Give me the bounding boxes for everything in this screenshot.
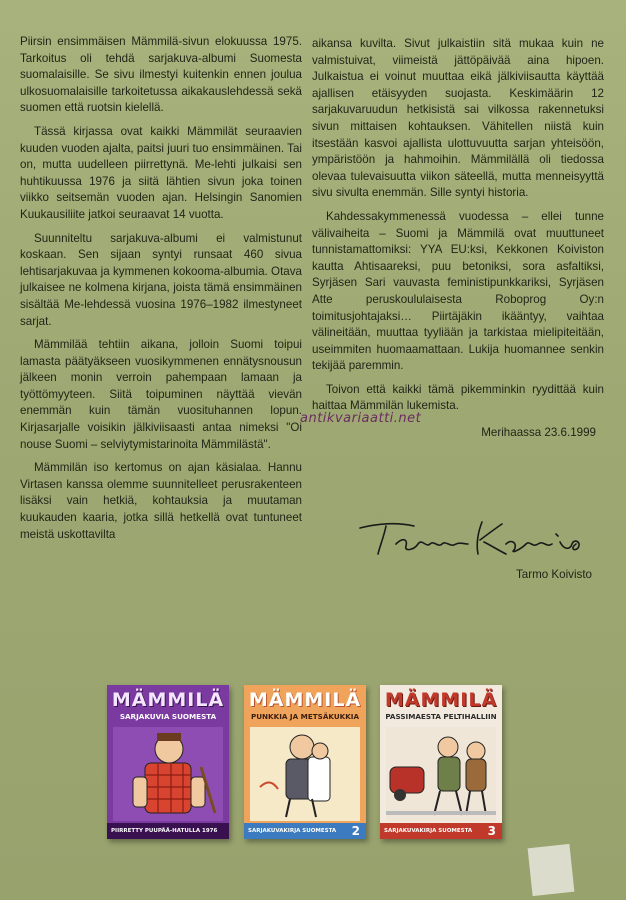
book-cover-1 xyxy=(107,685,229,839)
paragraph: aikansa kuvilta. Sivut julkaistiin sitä mukaa kuin ne valmistuivat, viimeistä jättöpäivää aina hipoen. Julkaistua ei voinut muuttaa eikä jälkiviisautta käyttää ajallisen etäisyyden suojasta. Keskimäärin 12 sarjakuvaruudun hetkisistä sai vilkossa rakennetuksi sivun mittaisen kohtauksen. Vähitellen niistä kuin itsestään kasvoi ajallista ulottuvuutta sarjan yhteisöön, ympäristöön ja hahmoihin. Mämmilällä oli tiedossa olevaa tulevaisuutta viikon säteellä, mutta menneisyyttä sivu sivulta enemmän. Sille syntyi historia. xyxy=(312,37,604,200)
cover-title: MÄMMILÄ xyxy=(111,689,225,711)
volume-number: 3 xyxy=(487,824,496,838)
signer-name: Tarmo Koivisto xyxy=(515,568,592,581)
paragraph: Piirsin ensimmäisen Mämmilä-sivun elokuussa 1975. Tarkoitus oli tehdä sarjakuva-albumi Suomesta suomalaisille. Se sivu ilmestyi kuitenkin ennen joulua ulkosuomalaisille tarkoitetussa aikakauslehdessä sekä suomen että ruotsin kielellä. xyxy=(20,35,302,115)
cover-band: SARJAKUVAKIRJA SUOMESTA xyxy=(244,823,366,839)
cover-subtitle: PASSIMAESTA PELTIHALLIIN xyxy=(385,712,497,721)
book-cover-2 xyxy=(244,685,366,839)
tape-mark xyxy=(528,844,575,896)
cover-band: SARJAKUVAKIRJA SUOMESTA xyxy=(380,823,502,839)
right-text-column xyxy=(312,36,604,442)
paragraph: Toivon että kaikki tämä pikemminkin ryydittää kuin haittaa Mämmilän lukemista. xyxy=(312,382,604,413)
dateline: Merihaassa 23.6.1999 xyxy=(481,426,596,440)
cover-title: MÄMMILÄ xyxy=(248,689,362,711)
cover-title: MÄMMILÄ xyxy=(384,689,498,711)
left-text-column xyxy=(20,34,302,550)
cover-subtitle: PUNKKIA JA METSÄKUKKIA xyxy=(250,712,360,721)
cover-illustration xyxy=(250,727,360,821)
paragraph: Mämmilää tehtiin aikana, jolloin Suomi toipui lamasta päätyäkseen vuosikymmenen ennätysnousun jälkeen monin verroin pahempaan lamaan ja työttömyyteen. Siitä toipuminen näyttää vievän enemmän kuin tämän vuosituhannen lopun. Kirjasarjalle voisikin jälkiviisaasti antaa nimeksi "Oi nouse Suomi – selviytymistarinoita Mämmilästä". xyxy=(20,338,302,451)
volume-number: 2 xyxy=(351,824,360,838)
signature-image xyxy=(356,514,596,562)
paragraph: Kahdessakymmenessä vuodessa – ellei tunne välivaiheita – Suomi ja Mämmilä ovat muuttuneet tunnistamattomiksi: YYA EU:ksi, Kekkonen Koiviston kautta Ahtisaareksi, puu betoniksi, sora asfaltiksi, Syrjäsen Sari vauvasta feministipunkkariksi, Syrjäsen Atte peruskoululaisesta Roboprog Oy:n toimitusjohtajaksi… Piirtäjäkin ikääntyy, vaihtaa välineitään, muuttaa tyyliään ja tarkistaa mielipiteitään, useimmiten huomaamattaan. Lukija huomannee senkin tekijää paremmin. xyxy=(312,209,604,373)
cover-band: PIIRRETTY PUUPÄÄ-HATULLA 1976 xyxy=(107,823,229,839)
book-cover-3 xyxy=(380,685,502,839)
paragraph: Mämmilän iso kertomus on ajan käsialaa. Hannu Virtasen kanssa olemme suunnitelleet perusrakenteen lisäksi vain hetkiä, kohtauksia ja muutaman kuukauden kaaria, jotka sillä hetkellä ovat tuntuneet meistä uskottavilta xyxy=(20,461,302,541)
paragraph: Suunniteltu sarjakuva-albumi ei valmistunut koskaan. Sen sijaan syntyi runsaat 460 sivua lehtisarjakuvaa ja kymmenen kokooma-albumia. Otava julkaisee ne kolmena kirjana, joista tämä ensimmäinen sisältää Me-lehdessä vuosina 1976–1982 ilmestyneet sarjat. xyxy=(20,231,302,328)
watermark: antikvariaatti.net xyxy=(300,411,422,426)
cover-illustration xyxy=(113,727,223,821)
paragraph: Tässä kirjassa ovat kaikki Mämmilät seuraavien kuuden vuoden ajalta, paitsi juuri tuo ensimmäinen. Tai on, mutta uudelleen piirrettynä. Me-lehti julkaisi sen huhtikuussa 1976 ja siitä lähtien sivun joka toinen viikko seitsemän vuoden ajan. Helsingin Sanomien Kuukausiliite jatkoi seuraavat 14 vuotta. xyxy=(20,124,302,221)
cover-subtitle: SARJAKUVIA SUOMESTA xyxy=(119,712,217,721)
cover-illustration xyxy=(386,727,496,821)
